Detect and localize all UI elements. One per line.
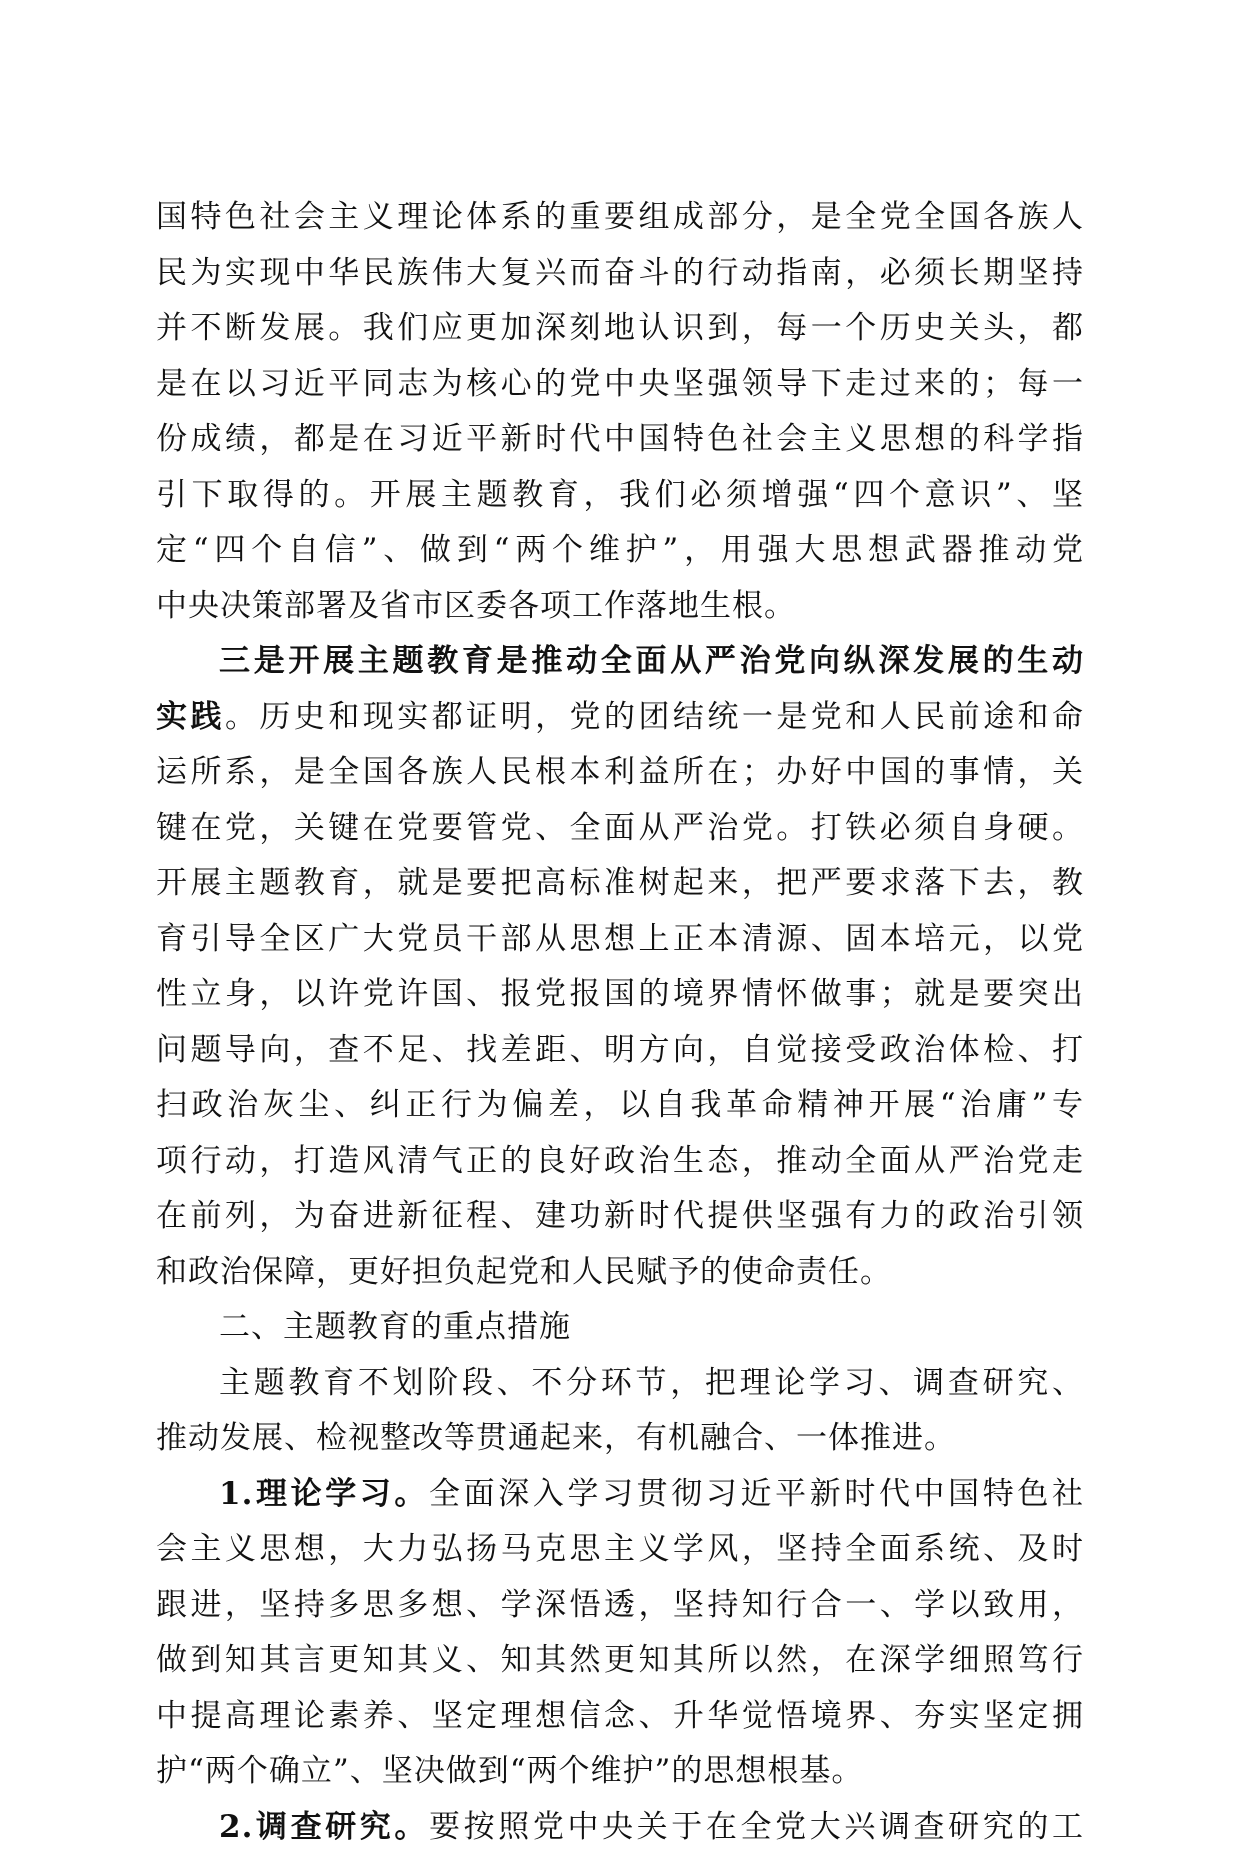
- text-line: 育引导全区广大党员干部从思想上正本清源、固本培元，以党: [156, 912, 1084, 968]
- text-line: 中央决策部署及省市区委各项工作落地生根。: [156, 579, 1084, 635]
- bold-heading-end: 实践: [156, 699, 225, 735]
- text-line: 扫政治灰尘、纠正行为偏差，以自我革命精神开展“治庸”专: [156, 1078, 1084, 1134]
- text-span: 。历史和现实都证明，党的团结统一是党和人民前途和命: [225, 699, 1084, 735]
- document-page: [156, 190, 1084, 1855]
- text-line: 做到知其言更知其义、知其然更知其所以然，在深学细照笃行: [156, 1633, 1084, 1689]
- text-span: 全面深入学习贯彻习近平新时代中国特色社: [429, 1476, 1084, 1512]
- text-line: 和政治保障，更好担负起党和人民赋予的使命责任。: [156, 1245, 1084, 1301]
- text-line: [156, 690, 1084, 746]
- text-line: 是在以习近平同志为核心的党中央坚强领导下走过来的；每一: [156, 357, 1084, 413]
- text-line: 会主义思想，大力弘扬马克思主义学风，坚持全面系统、及时: [156, 1522, 1084, 1578]
- text-line: 引下取得的。开展主题教育，我们必须增强“四个意识”、坚: [156, 468, 1084, 524]
- paragraph-2: [156, 634, 1084, 1300]
- text-span: 要按照党中央关于在全党大兴调查研究的工: [429, 1809, 1084, 1845]
- item-heading: 2.调查研究。: [219, 1809, 429, 1845]
- text-line: 跟进，坚持多思多想、学深悟透，坚持知行合一、学以致用，: [156, 1578, 1084, 1634]
- text-line: [156, 1800, 1084, 1855]
- text-line: 项行动，打造风清气正的良好政治生态，推动全面从严治党走: [156, 1134, 1084, 1190]
- text-line: 运所系，是全国各族人民根本利益所在；办好中国的事情，关: [156, 745, 1084, 801]
- text-line: 键在党，关键在党要管党、全面从严治党。打铁必须自身硬。: [156, 801, 1084, 857]
- text-line: 并不断发展。我们应更加深刻地认识到，每一个历史关头，都: [156, 301, 1084, 357]
- text-line: [156, 1467, 1084, 1523]
- text-line: 推动发展、检视整改等贯通起来，有机融合、一体推进。: [156, 1411, 1084, 1467]
- text-line: 国特色社会主义理论体系的重要组成部分，是全党全国各族人: [156, 190, 1084, 246]
- text-line: 开展主题教育，就是要把高标准树起来，把严要求落下去，教: [156, 856, 1084, 912]
- item-heading: 1.理论学习。: [219, 1476, 429, 1512]
- text-line: 民为实现中华民族伟大复兴而奋斗的行动指南，必须长期坚持: [156, 246, 1084, 302]
- text-line: 问题导向，查不足、找差距、明方向，自觉接受政治体检、打: [156, 1023, 1084, 1079]
- bold-heading-line: 三是开展主题教育是推动全面从严治党向纵深发展的生动: [156, 634, 1084, 690]
- text-line: 中提高理论素养、坚定理想信念、升华觉悟境界、夯实坚定拥: [156, 1689, 1084, 1745]
- text-line: 份成绩，都是在习近平新时代中国特色社会主义思想的科学指: [156, 412, 1084, 468]
- text-line: 护“两个确立”、坚决做到“两个维护”的思想根基。: [156, 1744, 1084, 1800]
- paragraph-5: [156, 1800, 1084, 1855]
- paragraph-1: [156, 190, 1084, 634]
- paragraph-4: [156, 1467, 1084, 1800]
- text-line: 在前列，为奋进新征程、建功新时代提供坚强有力的政治引领: [156, 1189, 1084, 1245]
- text-line: 定“四个自信”、做到“两个维护”，用强大思想武器推动党: [156, 523, 1084, 579]
- paragraph-3: [156, 1356, 1084, 1467]
- text-line: 主题教育不划阶段、不分环节，把理论学习、调查研究、: [156, 1356, 1084, 1412]
- section-heading: 二、主题教育的重点措施: [156, 1300, 1084, 1356]
- text-line: 性立身，以许党许国、报党报国的境界情怀做事；就是要突出: [156, 967, 1084, 1023]
